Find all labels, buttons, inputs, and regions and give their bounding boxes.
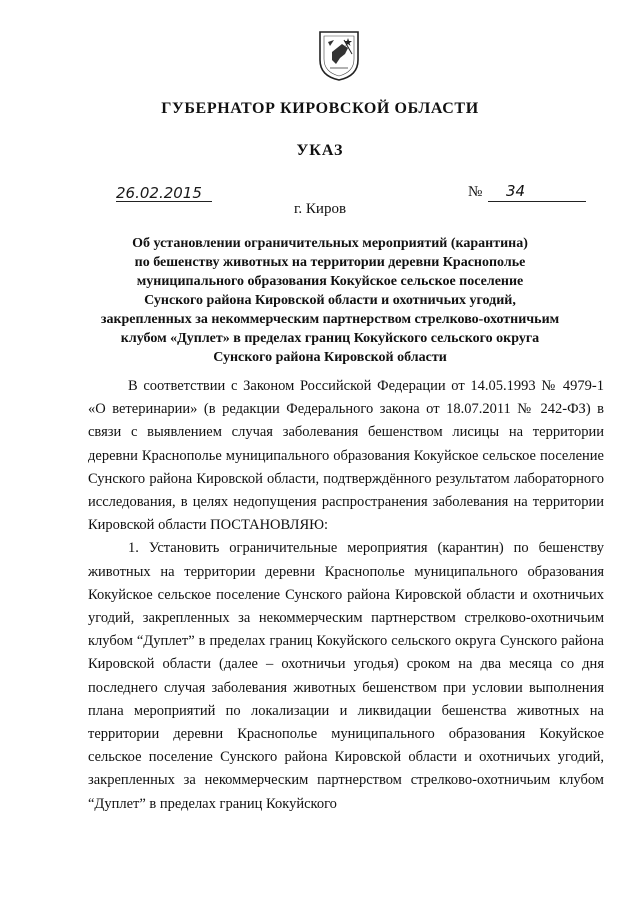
city: г. Киров [293, 201, 347, 217]
heading-line: по бешенству животных на территории деревни Краснополье [134, 255, 526, 270]
document-heading [100, 234, 560, 367]
number-label: № [468, 184, 483, 200]
heading-line: закрепленных за некоммерческим партнерством стрелково-охотничьим [100, 312, 560, 327]
body-paragraph: 1. Установить ограничительные мероприятия (карантин) по бешенству животных на территории деревни Краснополье муниципального образования Кокуйское сельское поселение Сунского района Кировской области и охотничьих угодий, закрепленных за некоммерческим партнерством стрелково-охотничьим клубом “Дуплет” в пределах границ Кокуйского сельского округа Сунского района Кировской области (далее – охотничьи угодья) сроком на два месяца со дня последнего случая заболевания животных бешенством при условии выполнения плана мероприятий по локализации и ликвидации бешенства животных на территории деревни Краснополье муниципального образования Кокуйское сельское поселение Сунского района Кировской области и охотничьих угодий, закрепленных за некоммерческим партнерством стрелково-охотничьим клубом “Дуплет” в пределах границ Кокуйского [88, 540, 604, 812]
heading-line: Об установлении ограничительных мероприятий (карантина) [132, 236, 528, 251]
body-paragraph: В соответствии с Законом Российской Федерации от 14.05.1993 № 4979-1 «О ветеринарии» (в редакции Федерального закона от 18.07.2011 № 242-ФЗ) в связи с выявлением случая заболевания бешенством лисицы на территории деревни Краснополье муниципального образования Кокуйское сельское поселение Сунского района Кировской области, подтверждённого результатом лабораторного исследования, в целях недопущения распространения заболевания на территории Кировской области ПОСТАНОВЛЯЮ: [88, 378, 604, 534]
heading-line: Сунского района Кировской области и охотничьих угодий, [144, 293, 516, 308]
heading-line: муниципального образования Кокуйское сельское поселение [136, 274, 524, 289]
kirov-coat-of-arms-icon [318, 30, 360, 82]
heading-line: Сунского района Кировской области [213, 350, 447, 365]
governor-title: ГУБЕРНАТОР КИРОВСКОЙ ОБЛАСТИ [161, 100, 479, 117]
document-kind: УКАЗ [296, 142, 344, 159]
document-number: 34 [506, 182, 526, 200]
heading-line: клубом «Дуплет» в пределах границ Кокуйского сельского округа [120, 331, 540, 346]
document-date: 26.02.2015 [116, 184, 202, 202]
document-body [88, 375, 604, 816]
